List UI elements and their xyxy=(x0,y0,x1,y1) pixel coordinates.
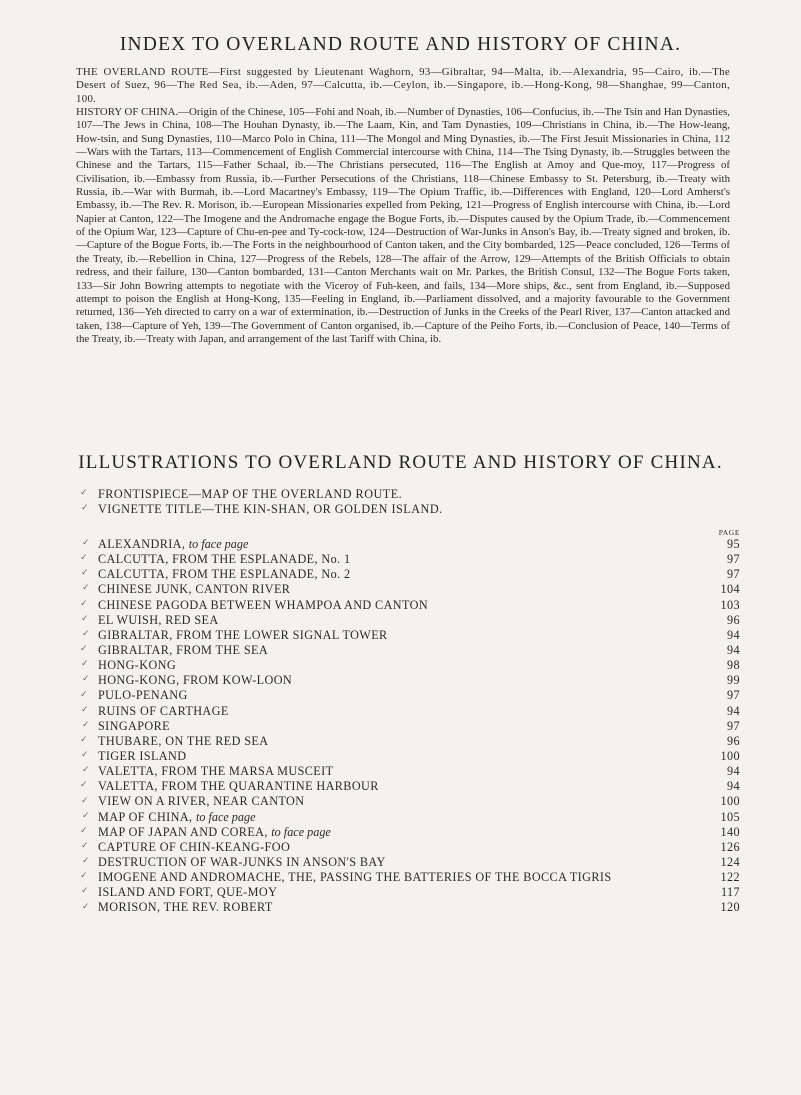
page-number: 97 xyxy=(718,719,740,734)
illustration-entry xyxy=(98,764,740,779)
check-mark-icon: ✓ xyxy=(82,765,90,776)
illustration-entry xyxy=(98,749,740,764)
illustration-title xyxy=(98,749,190,764)
check-mark-icon: ✓ xyxy=(82,901,90,912)
page-number: 100 xyxy=(718,794,740,809)
illustration-title xyxy=(98,719,174,734)
illustration-entry xyxy=(98,598,740,613)
illustration-entry xyxy=(98,840,740,855)
check-mark-icon: ✓ xyxy=(80,488,88,498)
illustration-entry xyxy=(98,552,740,567)
page-number: 124 xyxy=(718,855,740,870)
special-illustrations xyxy=(98,487,738,517)
illustration-title xyxy=(98,598,432,613)
check-mark-icon: ✓ xyxy=(81,704,89,715)
illustrations-title: ILLUSTRATIONS TO OVERLAND ROUTE AND HISTORY OF CHINA. xyxy=(78,452,723,473)
illustration-title xyxy=(98,643,272,658)
check-mark-icon: ✓ xyxy=(82,810,90,821)
check-mark-icon: ✓ xyxy=(82,719,90,730)
illustration-entry xyxy=(98,537,740,552)
illustration-title xyxy=(98,810,260,825)
illustration-title-text: RUINS OF CARTHAGE xyxy=(98,703,229,718)
page-number: 99 xyxy=(718,673,740,688)
check-mark-icon: ✓ xyxy=(81,568,89,579)
page-number: 96 xyxy=(718,734,740,749)
frontispiece-entry: FRONTISPIECE—MAP OF THE OVERLAND ROUTE. xyxy=(98,487,403,501)
illustration-title xyxy=(98,704,233,719)
illustration-title-text: GIBRALTAR, FROM THE LOWER SIGNAL TOWER xyxy=(98,627,388,642)
illustration-title-text: CAPTURE OF CHIN-KEANG-FOO xyxy=(98,839,291,854)
illustration-title-text: SINGAPORE xyxy=(98,718,170,733)
index-paragraph-history-of-china: HISTORY OF CHINA.—Origin of the Chinese, 105—Fohi and Noah, ib.—Number of Dynasties, 106—Confucius, ib.—The Tsin and Han Dynasties, 107—The Jews in China, 108—The Houhan Dynasty, ib.—The Laam, Kin, and Tam Dynasties, 109—Christians in China, ib.—The How-leang, How-tsin, and Sung Dynasties, 110—Marco Polo in China, 111—The Mongol and Ming Dynasties, ib.—The First Jesuit Missionaries in China, 112—Wars with the Tartars, 113—Commencement of English Commercial intercourse with China, 114—The Tsing Dynasty, ib.—Struggles between the Chinese and the Tartars, 115—Father Schaal, ib.—The Christians persecuted, 116—The English at Amoy and Que-moy, 117—Progress of Civilisation, ib.—Embassy from Russia, ib.—Further Persecutions of the Christians, 118—Chinese Embassy to St. Petersburg, ib.—Treaty with Russia, ib.—War with Burmah, ib.—Lord Macartney's Embassy, 119—The Opium Traffic, ib.—Differences with England, 120—Lord Amherst's Embassy, ib.—The Rev. R. Morison, ib.—European Missionaries expelled from Peking, 121—Progress of English intercourse with China, ib.—Lord Napier at Canton, 122—The Imogene and the Andromache engage the Bogue Forts, ib.—Disputes caused by the Opium Trade, ib.—Commencement of the Opium War, 123—Capture of Chu-en-pee and Ty-cock-tow, 124—Destruction of War-Junks in Anson's Bay, ib.—Treaty signed and broken, ib.—Capture of the Bogue Forts, ib.—The Forts in the neighbourhood of Canton taken, and the City bombarded, 125—Peace concluded, 126—Terms of the Treaty, ib.—Rebellion in China, 127—Progress of the Rebels, 128—The affair of the Arrow, 129—Attempts of the British Officials to obtain redress, and their failure, 130—Canton bombarded, 131—Canton Merchants wait on Mr. Parkes, the British Consul, 132—The Bogue Forts taken, 133—Sir John Bowring attempts to negotiate with the Viceroy of Fuh-keen, and fails, 134—More ships, &c., sent from England, ib.—Supposed attempt to poison the English at Hong-Kong, 135—Feeling in England, ib.—Parliament dissolved, and a majority favourable to the Government returned, 136—Yeh directed to carry on a war of extermination, ib.—Destruction of Junks in the Creeks of the Pearl River, 137—Canton attacked and taken, 138—Capture of Yeh, 139—The Government of Canton organised, ib.—Capture of the Peiho Forts, ib.—Conclusion of Peace, 140—Terms of the Treaty, ib.—Treaty with Japan, and arrangement of the last Tariff with China, ib. xyxy=(76,106,730,345)
page-number: 105 xyxy=(718,810,740,825)
illustration-title-text: CALCUTTA, FROM THE ESPLANADE, No. 1 xyxy=(98,552,351,567)
illustration-placement-note: to face page xyxy=(271,824,331,839)
illustration-entry xyxy=(98,855,740,870)
page-number: 126 xyxy=(718,840,740,855)
illustration-title-text: TIGER ISLAND xyxy=(98,748,187,763)
page-number: 117 xyxy=(718,885,740,900)
illustration-title-text: MORISON, THE REV. ROBERT xyxy=(98,900,273,915)
illustration-title xyxy=(98,537,252,552)
page-number: 140 xyxy=(718,825,740,840)
illustration-entry xyxy=(98,719,740,734)
illustration-entry xyxy=(98,582,740,597)
illustration-title-text: HONG-KONG, FROM KOW-LOON xyxy=(98,673,293,688)
illustration-title xyxy=(98,779,383,794)
illustration-title xyxy=(98,658,180,673)
illustration-title-text: MAP OF CHINA, xyxy=(98,809,193,824)
check-mark-icon: ✓ xyxy=(81,795,89,806)
page-number: 97 xyxy=(718,567,740,582)
check-mark-icon: ✓ xyxy=(81,503,89,513)
check-mark-icon: ✓ xyxy=(81,613,89,624)
illustration-title-text: MAP OF JAPAN AND COREA, xyxy=(98,824,268,839)
check-mark-icon: ✓ xyxy=(81,886,89,897)
illustration-entry xyxy=(98,658,740,673)
check-mark-icon: ✓ xyxy=(82,538,90,548)
illustration-entry xyxy=(98,643,740,658)
illustration-entry xyxy=(98,794,740,809)
page-number: 122 xyxy=(718,870,740,885)
illustration-title xyxy=(98,900,277,915)
illustration-title xyxy=(98,855,390,870)
illustration-entry xyxy=(98,628,740,643)
illustration-title-text: ISLAND AND FORT, QUE-MOY xyxy=(98,885,278,900)
page-number: 95 xyxy=(718,537,740,552)
page-number: 120 xyxy=(718,900,740,915)
check-mark-icon: ✓ xyxy=(81,750,89,761)
check-mark-icon: ✓ xyxy=(80,553,88,564)
illustration-title xyxy=(98,582,294,597)
page-number: 97 xyxy=(718,688,740,703)
page-number: 97 xyxy=(718,552,740,567)
illustration-title xyxy=(98,734,272,749)
illustration-entry xyxy=(98,673,740,688)
illustration-title-text: PULO-PENANG xyxy=(98,688,188,703)
illustration-title xyxy=(98,825,335,840)
illustration-placement-note: to face page xyxy=(195,809,256,824)
illustration-title-text: VALETTA, FROM THE MARSA MUSCEIT xyxy=(98,764,334,779)
check-mark-icon: ✓ xyxy=(80,871,88,882)
illustration-title xyxy=(98,688,192,703)
illustration-entry xyxy=(98,688,740,703)
illustration-entry xyxy=(98,810,740,825)
check-mark-icon: ✓ xyxy=(81,659,89,670)
illustration-title-text: VIEW ON A RIVER, NEAR CANTON xyxy=(98,794,305,809)
illustration-title-text: HONG-KONG xyxy=(98,658,177,673)
check-mark-icon: ✓ xyxy=(80,780,88,791)
illustration-entry xyxy=(98,613,740,628)
illustration-title xyxy=(98,840,294,855)
illustration-title xyxy=(98,673,296,688)
illustration-entry xyxy=(98,734,740,749)
illustration-entry xyxy=(98,704,740,719)
check-mark-icon: ✓ xyxy=(82,628,90,639)
check-mark-icon: ✓ xyxy=(80,734,88,745)
vignette-entry: VIGNETTE TITLE—THE KIN-SHAN, OR GOLDEN ISLAND. xyxy=(98,502,443,516)
illustration-title-text: THUBARE, ON THE RED SEA xyxy=(98,733,269,748)
illustration-title xyxy=(98,885,281,900)
illustration-placement-note: to face page xyxy=(188,537,249,551)
page-number: 94 xyxy=(718,704,740,719)
illustration-title-text: DESTRUCTION OF WAR-JUNKS IN ANSON'S BAY xyxy=(98,854,386,869)
page-number: 96 xyxy=(718,613,740,628)
page-number: 100 xyxy=(718,749,740,764)
check-mark-icon: ✓ xyxy=(82,856,90,867)
page-number: 94 xyxy=(718,764,740,779)
illustration-title-text: CHINESE PAGODA BETWEEN WHAMPOA AND CANTON xyxy=(98,597,429,612)
illustration-title-text: CHINESE JUNK, CANTON RIVER xyxy=(98,582,291,597)
illustration-title xyxy=(98,870,616,885)
illustration-entry xyxy=(98,825,740,840)
check-mark-icon: ✓ xyxy=(80,689,88,700)
page-column-header: PAGE xyxy=(718,528,740,537)
illustration-entry xyxy=(98,567,740,582)
index-paragraph-overland-route: THE OVERLAND ROUTE—First suggested by Lieutenant Waghorn, 93—Gibraltar, 94—Malta, ib.—Alexandria, 95—Cairo, ib.—The Desert of Suez, 96—The Red Sea, ib.—Aden, 97—Calcutta, ib.—Ceylon, ib.—Singapore, ib.—Hong-Kong, 98—Shanghae, 99—Canton, 100. xyxy=(76,66,730,105)
illustration-title-text: IMOGENE AND ANDROMACHE, THE, PASSING THE BATTERIES OF THE BOCCA TIGRIS xyxy=(98,870,612,885)
illustration-entry xyxy=(98,779,740,794)
page-number: 94 xyxy=(718,643,740,658)
check-mark-icon: ✓ xyxy=(80,825,88,836)
page-number: 103 xyxy=(718,598,740,613)
illustrations-list xyxy=(98,537,740,916)
illustration-title xyxy=(98,613,223,628)
check-mark-icon: ✓ xyxy=(80,598,88,609)
illustration-title-text: EL WUISH, RED SEA xyxy=(98,612,219,627)
check-mark-icon: ✓ xyxy=(81,841,89,851)
illustration-entry xyxy=(98,885,740,900)
illustration-title-text: CALCUTTA, FROM THE ESPLANADE, No. 2 xyxy=(98,567,351,582)
check-mark-icon: ✓ xyxy=(82,674,90,685)
page-number: 94 xyxy=(718,628,740,643)
illustration-entry xyxy=(98,870,740,885)
illustration-entry xyxy=(98,900,740,915)
illustration-title-text: VALETTA, FROM THE QUARANTINE HARBOUR xyxy=(98,779,379,794)
illustration-title-text: GIBRALTAR, FROM THE SEA xyxy=(98,642,269,657)
illustration-title-text: ALEXANDRIA, xyxy=(98,537,186,551)
page-number: 104 xyxy=(718,582,740,597)
illustration-title xyxy=(98,567,355,582)
illustration-title xyxy=(98,764,337,779)
page-number: 98 xyxy=(718,658,740,673)
index-title: INDEX TO OVERLAND ROUTE AND HISTORY OF CHINA. xyxy=(119,34,682,55)
illustration-title xyxy=(98,794,308,809)
page-number: 94 xyxy=(718,779,740,794)
check-mark-icon: ✓ xyxy=(82,583,90,594)
illustration-title xyxy=(98,628,392,643)
index-body xyxy=(76,66,730,346)
illustration-title xyxy=(98,552,355,567)
check-mark-icon: ✓ xyxy=(80,644,88,655)
